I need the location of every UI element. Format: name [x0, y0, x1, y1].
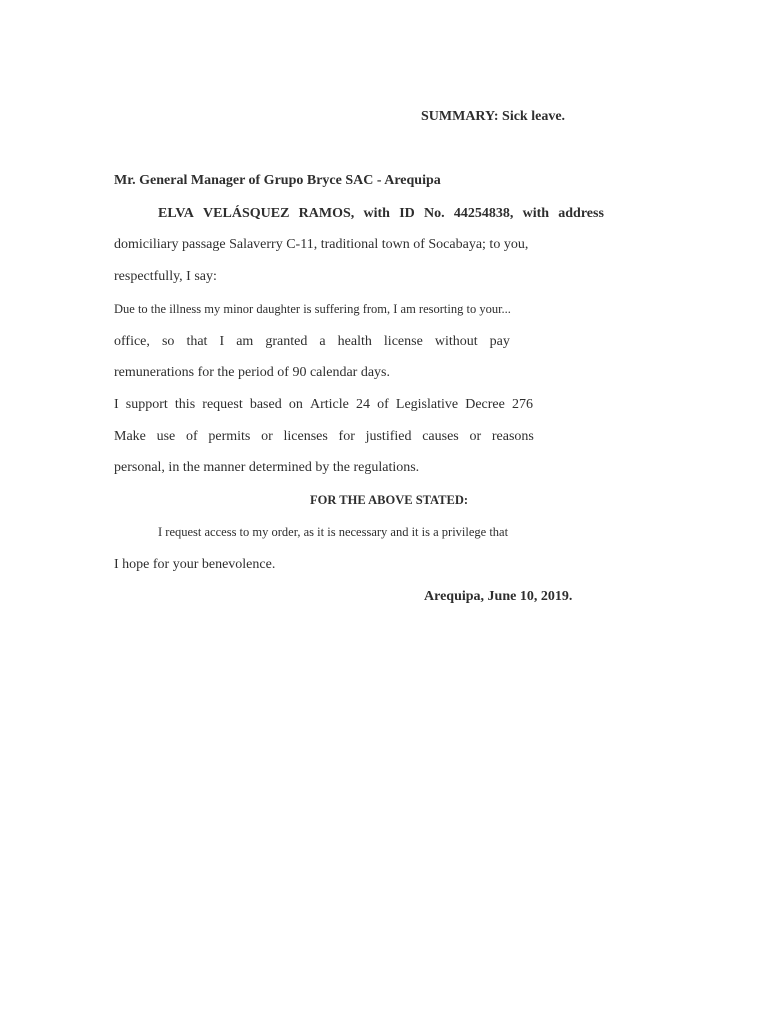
hope-line: I hope for your benevolence.: [114, 557, 276, 572]
illness-line: Due to the illness my minor daughter is suffering from, I am resorting to your...: [114, 302, 511, 316]
remuneration-line: remunerations for the period of 90 calendar days.: [114, 365, 391, 380]
support-word: on: [288, 397, 303, 412]
office-word: am: [236, 334, 254, 349]
office-word: without: [434, 334, 478, 349]
support-word: support: [125, 397, 168, 412]
office-word: I: [219, 334, 225, 349]
make-use-word: justified: [365, 429, 412, 444]
addressee-line: Mr. General Manager of Grupo Bryce SAC - Arequipa: [114, 173, 441, 188]
intro-word: 44254838,: [453, 206, 514, 221]
support-word: Article: [309, 397, 349, 412]
intro-word: address: [558, 206, 604, 221]
support-word: 276: [512, 397, 533, 412]
respectfully-line: respectfully, I say:: [114, 269, 217, 284]
make-use-word: Make: [114, 429, 146, 444]
office-word: license: [383, 334, 423, 349]
office-word: granted: [265, 334, 308, 349]
make-use-word: or: [261, 429, 273, 444]
make-use-word: use: [156, 429, 176, 444]
office-line: [114, 333, 510, 351]
intro-word: No.: [423, 206, 445, 221]
support-word: based: [249, 397, 282, 412]
make-use-word: of: [186, 429, 198, 444]
intro-word: with: [522, 206, 550, 221]
support-line: [114, 396, 533, 414]
intro-word: VELÁSQUEZ: [203, 206, 290, 221]
make-use-word: or: [469, 429, 482, 444]
office-word: that: [186, 334, 208, 349]
support-word: Decree: [465, 397, 505, 412]
make-use-word: licenses: [283, 429, 328, 444]
office-word: health: [337, 334, 372, 349]
intro-word: ID: [399, 206, 415, 221]
office-word: office,: [114, 334, 150, 349]
intro-line: [158, 205, 604, 223]
support-word: I: [114, 397, 119, 412]
intro-word: RAMOS,: [298, 206, 355, 221]
support-word: 24: [355, 397, 370, 412]
support-word: request: [202, 397, 243, 412]
support-word: this: [174, 397, 196, 412]
intro-word: with: [363, 206, 390, 221]
domicile-line: domiciliary passage Salaverry C-11, traditional town of Socabaya; to you,: [114, 237, 529, 252]
support-word: of: [377, 397, 389, 412]
office-word: so: [161, 334, 175, 349]
office-word: pay: [489, 334, 510, 349]
support-word: Legislative: [395, 397, 459, 412]
summary-heading: SUMMARY: Sick leave.: [421, 109, 566, 124]
make-use-word: for: [338, 429, 355, 444]
above-stated-heading: FOR THE ABOVE STATED:: [310, 493, 469, 507]
office-word: a: [319, 334, 326, 349]
intro-word: ELVA: [158, 206, 194, 221]
make-use-line: [114, 428, 534, 446]
make-use-word: reasons: [491, 429, 534, 444]
make-use-word: permits: [208, 429, 251, 444]
date-line: Arequipa, June 10, 2019.: [424, 589, 573, 604]
make-use-word: causes: [422, 429, 459, 444]
personal-line: personal, in the manner determined by the regulations.: [114, 460, 420, 475]
request-line: I request access to my order, as it is necessary and it is a privilege that: [158, 525, 509, 539]
